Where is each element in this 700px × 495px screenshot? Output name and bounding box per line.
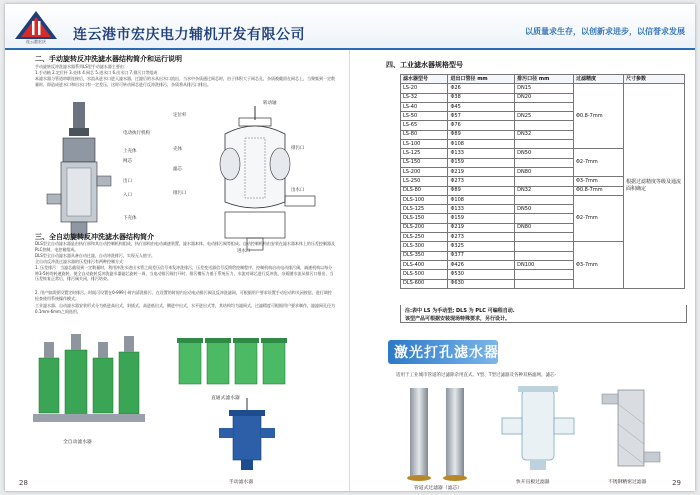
label-outlet: 出口 [123, 179, 132, 184]
cell-drain [515, 195, 574, 204]
label-mesh: 网芯 [123, 159, 132, 164]
cell-diameter: Φ219 [448, 223, 515, 232]
label-upper-shell: 上壳体 [123, 149, 137, 154]
label-inlet: 入口 [123, 193, 132, 198]
label-motor: 电动执行机构 [123, 131, 150, 136]
cell-drain: DN80 [515, 223, 574, 232]
label-drain-2: 排污口 [291, 146, 305, 151]
cell-precision: Φ2-7mm [573, 149, 623, 177]
cell-drain [515, 279, 574, 288]
caption-straight-filter: 直通式滤水器 [211, 396, 240, 401]
straight-filter-photo [175, 330, 295, 392]
company-slogan: 以质量求生存，以创新求进步，以信誉求发展 [525, 27, 685, 36]
cell-drain: DN50 [515, 149, 574, 158]
cell-drain [515, 158, 574, 167]
label-drain: 排污口 [173, 191, 187, 196]
section2-para2: 1.手动轴 2.定位杆 3.壳体 4.网芯 5.进水口 6.出水口 7.排污口等组成 [35, 70, 158, 75]
cell-drain: DN20 [515, 93, 574, 102]
caption-tube-filter: 管道式过滤器（滤芯） [414, 486, 462, 491]
right-page-number: 29 [672, 479, 681, 487]
brochure-spread [5, 4, 695, 491]
table-note-1: 注:表中 LS 为手动型; DLS 为 PLC 可编程自动. [405, 308, 515, 314]
cell-model: DLS-400 [401, 260, 448, 269]
cell-diameter: Φ325 [448, 242, 515, 251]
cell-drain [515, 214, 574, 223]
laser-description: 适用于工业城市管道的过滤除杂用直式、Y型、T型过滤器及各种双格滤网。滤芯- [396, 373, 557, 378]
logo-caption: 连云港宏庆 [26, 39, 46, 44]
cell-model: DLS-125 [401, 205, 448, 214]
cell-model: LS-200 [401, 167, 448, 176]
cell-drain: DN100 [515, 260, 574, 269]
cell-model: LS-100 [401, 140, 448, 149]
cell-diameter: Φ26 [448, 84, 515, 93]
cell-drain [515, 177, 574, 186]
cell-model: DLS-300 [401, 242, 448, 251]
cell-diameter: Φ273 [448, 177, 515, 186]
section3-para1: DLS型全自动滤水器是由执行部和其自动控制机构组成，执行部构由电动减速装置、滤水器本体、电动排污阀等组成。自动控制机构由安装在滤水器本体上的压差控制器及PLC控制，电控箱组成。 [35, 241, 335, 252]
laser-title: 激光打孔滤水器 [394, 345, 499, 361]
label-body: 壳体 [173, 147, 182, 152]
cell-precision: Φ0.8-7mm [573, 84, 623, 149]
auto-filter-photo [33, 328, 145, 438]
section3-para5: 2. 用户如需要设置定时排污，时间可设置在0-999小时内清洗排污，在设置的时间内启动电动排污阀及反冲洗滤网，可根据用户要求设置手动启动和关闭按钮，进行调控检查使用系统操作模式。 [35, 290, 332, 301]
manual-filter-photo [217, 398, 277, 476]
cell-diameter: Φ108 [448, 140, 515, 149]
cell-drain [515, 121, 574, 130]
cell-model: LS-50 [401, 112, 448, 121]
header-drain: 排污口径 mm [515, 75, 574, 84]
label-handwheel: 转动轴 [263, 101, 277, 106]
cell-diameter: Φ108 [448, 195, 515, 204]
cell-model: LS-150 [401, 158, 448, 167]
table-note-2: 该型产品可根据安装现场特殊要求，另行设计。 [405, 316, 511, 322]
cell-drain [515, 242, 574, 251]
cell-precision: Φ3-7mm [573, 177, 623, 186]
spec-table-header-row [401, 75, 685, 84]
left-page-number: 28 [19, 479, 28, 487]
cell-drain: DN25 [515, 112, 574, 121]
section2-para1: 手动旋转反冲洗滤水器系列LS型手动滤水器主要由： [35, 64, 128, 69]
section3-title: 三、全自动旋转反冲洗滤水器结构简介 [35, 233, 154, 241]
cell-drain: DN50 [515, 205, 574, 214]
cell-diameter: Φ273 [448, 233, 515, 242]
spec-table [400, 74, 685, 289]
cell-model: DLS-250 [401, 233, 448, 242]
cell-model: DLS-500 [401, 270, 448, 279]
header-model: 滤水器型号 [401, 75, 448, 84]
cell-model: LS-20 [401, 84, 448, 93]
cell-model: DLS-600 [401, 279, 448, 288]
section3-para3: 全自动反冲洗过滤水器的压差排污有两种控制方式： [35, 259, 127, 264]
cell-model: LS-80 [401, 130, 448, 139]
label-outlet-2: 出水口 [291, 188, 305, 193]
right-page [350, 50, 695, 491]
cell-model: LS-125 [401, 149, 448, 158]
section2-title: 二、手动旋转反冲洗滤水器结构简介和运行说明 [35, 55, 182, 63]
cell-precision: Φ3-7mm [573, 242, 623, 288]
cell-model: DLS-350 [401, 251, 448, 260]
cell-model: LS-250 [401, 177, 448, 186]
cell-model: LS-40 [401, 102, 448, 111]
section3-para2: DLS型全自动滤水器具备自动过滤、自动冲洗排污，实现无人值守。 [35, 253, 155, 258]
left-page [5, 50, 349, 491]
cell-drain: DN15 [515, 84, 574, 93]
table-row [401, 84, 685, 93]
header-size: 尺寸参数 [624, 75, 685, 84]
cell-drain [515, 233, 574, 242]
cell-diameter: Φ76 [448, 121, 515, 130]
caption-stainless-filter: 不锈钢精密过滤器 [608, 480, 647, 485]
page-header [5, 4, 695, 50]
cell-diameter: Φ426 [448, 260, 515, 269]
section3-para6: 工业滤水器、自动滤水器安装形式分为低进高出式，斜插式，高进低出式，侧进中出式，水平进出式等，其结构均为滤网式，过滤精度可根据用户要求制作，滤滤网孔径为0.1mm-6mm之间选用。 [35, 303, 335, 314]
cell-diameter: Φ57 [448, 112, 515, 121]
cell-diameter: Φ377 [448, 251, 515, 260]
cell-diameter: Φ630 [448, 279, 515, 288]
cell-diameter: Φ45 [448, 102, 515, 111]
cell-diameter: Φ530 [448, 270, 515, 279]
label-filter: 滤芯 [173, 167, 182, 172]
cell-model: DLS-150 [401, 214, 448, 223]
label-locator: 定位杆 [173, 113, 187, 118]
caption-auto-filter: 全自动滤水器 [63, 440, 92, 445]
cell-diameter: Φ133 [448, 205, 515, 214]
cell-size-note: 根据过滤精度等级及通流面积确定 [624, 84, 685, 289]
company-name: 连云港市宏庆电力辅机开发有限公司 [73, 27, 305, 43]
electric-filter-drawing [45, 98, 115, 248]
cell-diameter: Φ89 [448, 186, 515, 195]
cell-drain [515, 270, 574, 279]
cell-model: LS-32 [401, 93, 448, 102]
header-precision: 过滤精度 [573, 75, 623, 84]
section2-para3: 本滤水器与管道串联连接后，水流从进水口进入滤水器，过滤后的水从出水口流出，当水中杂质通过网芯时，由于体积大于网芯孔，杂质被截留在网芯上，当聚集到一定数量时，即造成进水口和出水口有一定差压，这时可转动网芯进行反冲洗排污，杂质将从排污口排出。 [35, 76, 335, 87]
header-diameter: 进出口管径 mm [448, 75, 515, 84]
label-lower-shell: 下壳体 [123, 216, 137, 221]
cell-diameter: Φ159 [448, 214, 515, 223]
cell-diameter: Φ219 [448, 167, 515, 176]
cell-diameter: Φ159 [448, 158, 515, 167]
cell-model: DLS-100 [401, 195, 448, 204]
cell-diameter: Φ133 [448, 149, 515, 158]
caption-manual-filter: 手动滤水器 [229, 480, 253, 485]
cell-precision: Φ2-7mm [573, 195, 623, 241]
cell-drain: DN80 [515, 167, 574, 176]
cell-drain [515, 102, 574, 111]
cell-model: DLS-200 [401, 223, 448, 232]
cell-model: LS-65 [401, 121, 448, 130]
label-inlet-2: 进水口 [237, 249, 251, 254]
cell-drain: DN32 [515, 186, 574, 195]
cell-precision: Φ0.8-7mm [573, 186, 623, 195]
cell-diameter: Φ38 [448, 93, 515, 102]
tube-filter-photo [400, 384, 480, 484]
quick-open-filter-photo [500, 382, 576, 474]
cell-model: DLS-80 [401, 186, 448, 195]
stainless-filter-photo [600, 384, 662, 476]
caption-quick-open-filter: 快开盲板过滤器 [516, 480, 550, 485]
cell-diameter: Φ89 [448, 130, 515, 139]
cell-drain [515, 140, 574, 149]
cell-drain: DN32 [515, 130, 574, 139]
cell-drain [515, 251, 574, 260]
section3-para4: 1. 压差排污：当滤芯截留到一定数量时，利用冲洗水进出水管之间差压信号来发冲洗排污，压差变送器信号反馈给控制程序，控制机构启动电动排污阀，减速机构以每分钟3-5转的转速旋转，使全自动旋转反冲洗滤水器滤芯旋转一周，当电动排污阀打开时，排污槽压力低于系统压力，水流对网芯进行反冲洗，杂质随水流从排污口排出，当压差恢复正常后，排污阀关闭，排污结束。 [35, 265, 334, 282]
spec-section-title: 四、工业滤水器规格型号 [386, 61, 463, 69]
manual-filter-drawing [195, 106, 325, 256]
